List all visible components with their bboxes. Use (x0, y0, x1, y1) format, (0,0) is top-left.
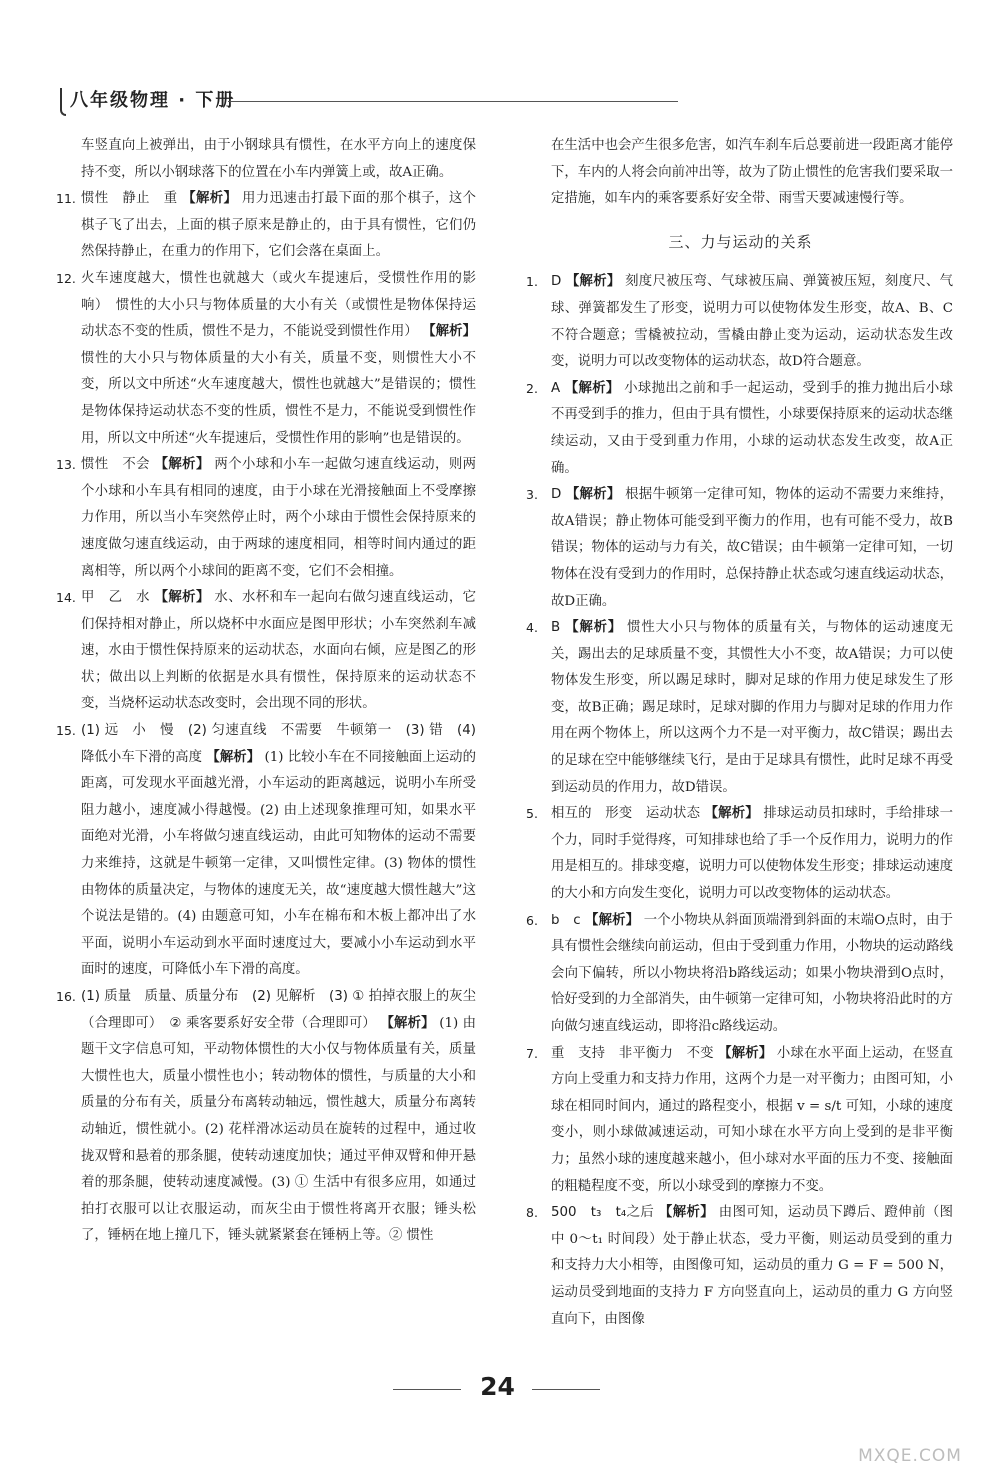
item-number: 15. (56, 723, 76, 739)
item-number: 13. (56, 457, 76, 473)
right-intro: 在生活中也会产生很多危害，如汽车刹车后总要前进一段距离才能停下，车内的人将会向前冲出等，故为了防止惯性的危害我们要采取一定措施，如车内的乘客要系好安全带、雨雪天要减速慢行等。 (551, 138, 953, 207)
right-column (528, 133, 953, 1333)
item-tag: 【解析】 (182, 191, 238, 207)
item-number: 11. (56, 191, 76, 207)
answer-item (528, 801, 953, 907)
item-tag: 【解析】 (565, 274, 621, 290)
item-number: 8. (526, 1205, 538, 1221)
answer-item (58, 984, 476, 1250)
item-number: 6. (526, 912, 538, 928)
item-answer: A (551, 380, 561, 396)
page-number: 24 (480, 1372, 515, 1401)
item-number: 3. (526, 487, 538, 503)
answer-item (528, 908, 953, 1041)
item-answer: 相互的 形变 运动状态 (551, 806, 701, 822)
item-explanation: 惯性的大小只与物体质量的大小有关，质量不变，则惯性大小不变，所以文中所述“火车速度越大，惯性也就越大”是错误的；惯性是物体保持运动状态不变的性质，惯性不是力，不能说受到惯性作用，所以文中所述“火车提速后，受惯性作用的影响”也是错误的。 (81, 350, 476, 446)
answer-item (58, 186, 476, 266)
item-explanation: 两个小球和小车一起做匀速直线运动，则两个小球和小车具有相同的速度，由于小球在光滑接触面上不受摩擦力作用，所以当小车突然停止时，两个小球由于惯性会保持原来的速度做匀速直线运动，由于两球的速度相同，相等时间内通过的距离相等，所以两个小球间的距离不变，它们不会相撞。 (81, 457, 476, 579)
item-tag: 【解析】 (154, 457, 210, 473)
item-tag: 【解析】 (658, 1205, 715, 1221)
item-number: 2. (526, 380, 538, 396)
section-title: 三、力与运动的关系 (668, 232, 813, 251)
item-explanation: 用力迅速击打最下面的那个棋子，这个棋子飞了出去，上面的棋子原来是静止的，由于具有惯性，它们仍然保持静止，在重力的作用下，它们会落在桌面上。 (81, 191, 477, 260)
answer-item (528, 615, 953, 801)
right-items (528, 269, 953, 1333)
item-tag: 【解析】 (422, 324, 476, 340)
item-answer: B (551, 620, 561, 636)
item-number: 16. (56, 989, 76, 1004)
item-answer: D (551, 487, 562, 503)
item-explanation: 根据牛顿第一定律可知，物体的运动不需要力来维持，故A错误；静止物体可能受到平衡力的作用，也有可能不受力，故B错误；物体的运动与力有关，故C错误；由牛顿第一定律可知，一切物体在没有受到力的作用时，总保持静止状态或匀速直线运动状态，故D正确。 (551, 487, 954, 609)
item-answer: 重 支持 非平衡力 不变 (551, 1045, 714, 1061)
left-items (58, 186, 476, 1250)
page-header (60, 86, 620, 116)
item-answer: 500 t₃ t₄之后 (551, 1205, 655, 1221)
item-tag: 【解析】 (704, 806, 759, 822)
item-explanation: 小球在水平面上运动，在竖直方向上受重力和支持力作用，这两个力是一对平衡力；由图可知，小球在相同时间内，通过的路程变小，根据 v = s/t 可知，小球的速度变小，则小球做减速运动，可知小球在水平方向上受到的是非平衡力；虽然小球的速度越来越小，但小球对水平面的压力不变、接触面的粗糙程度不变，所以小球受到的摩擦力不变。 (551, 1045, 954, 1194)
watermark (835, 1412, 985, 1464)
item-tag: 【解析】 (206, 749, 261, 765)
answer-item (528, 376, 953, 482)
item-answer: 火车速度越大，惯性也就越大（或火车提速后，受惯性作用的影响） 惯性的大小只与物体质量的大小有关（或惯性是物体保持运动状态不变的性质，惯性不是力，不能说受到惯性作用） (81, 270, 476, 340)
footer-rule-right (532, 1389, 600, 1390)
item-answer: 甲 乙 水 (81, 590, 150, 606)
header-bracket (60, 88, 66, 116)
item-explanation: 刻度尺被压弯、气球被压扁、弹簧被压短，刻度尺、气球、弹簧都发生了形变，说明力可以使物体发生形变，故A、B、C不符合题意；雪橇被拉动，雪橇由静止变为运动，运动状态发生改变，说明力可以改变物体的运动状态，故D符合题意。 (551, 274, 954, 370)
answer-item (528, 269, 953, 375)
left-column (58, 133, 476, 1250)
item-number: 14. (56, 590, 76, 606)
item-tag: 【解析】 (154, 590, 210, 606)
watermark-text: MXQE.COM (858, 1446, 962, 1466)
item-answer: 惯性 不会 (81, 457, 150, 473)
answer-item (528, 1200, 953, 1333)
item-explanation: 小球抛出之前和手一起运动，受到手的推力抛出后小球不再受到手的推力，但由于具有惯性，小球要保持原来的运动状态继续运动，又由于受到重力作用，小球的运动状态发生改变，故A正确。 (551, 380, 954, 476)
item-answer: (1) 远 小 慢 (2) 匀速直线 不需要 牛顿第一 (3) 错 (4) 降低小车下滑的高度 (81, 723, 476, 765)
page-footer (0, 1372, 1000, 1412)
item-tag: 【解析】 (565, 487, 621, 503)
item-explanation: 惯性大小只与物体的质量有关，与物体的运动速度无关，踢出去的足球质量不变，其惯性大小不变，故A错误；力可以使物体发生形变，所以踢足球时，脚对足球的作用力使足球发生了形变，故B正确；踢足球时，足球对脚的作用力与脚对足球的作用力作用在两个物体上，所以这两个力不是一对平衡力，故C错误；踢出去的足球在空中能够继续飞行，是由于足球具有惯性，此时足球不再受到运动员的作用力，故D错误。 (551, 620, 954, 795)
item-explanation: 由图可知，运动员下蹲后、蹬伸前（图中 0～t₁ 时间段）处于静止状态，受力平衡，则运动员受到的重力和支持力大小相等，由图像可知，运动员的重力 G = F = 500 N，运动员受到地面的支持力 F 方向竖直向上，运动员的重力 G 方向竖直向下，由图像 (551, 1205, 954, 1327)
item-number: 1. (526, 274, 538, 290)
answer-item (58, 452, 476, 585)
item-explanation: 水、水杯和车一起向右做匀速直线运动，它们保持相对静止，所以烧杯中水面应是图甲形状；小车突然刹车减速，水由于惯性保持原来的运动状态，水面向右倾，应是图乙的形状；做出以上判断的依据是水具有惯性，保持原来的运动状态不变，当烧杯运动状态改变时，会出现不同的形状。 (81, 590, 476, 712)
item-explanation: (1) 比较小车在不同接触面上运动的距离，可发现水平面越光滑，小车运动的距离越远，说明小车所受阻力越小，速度减小得越慢。(2) 由上述现象推理可知，如果水平面绝对光滑，小车将做匀速直线运动，由此可知物体的运动不需要力来维持，这就是牛顿第一定律，又叫惯性定律。(3) 物体的惯性由物体的质量决定，与物体的速度无关，故“速度越大惯性越大”这个说法是错的。(4) 由题意可知，小车在棉布和木板上都冲出了水平面，说明小车运动到水平面时速度过大，要减小小车运动到水平面时的速度，可降低小车下滑的高度。 (81, 749, 477, 978)
item-tag: 【解析】 (718, 1045, 773, 1061)
item-number: 12. (56, 270, 76, 286)
answer-item (58, 585, 476, 718)
item-tag: 【解析】 (380, 1015, 435, 1031)
item-tag: 【解析】 (564, 380, 620, 396)
item-tag: 【解析】 (565, 620, 623, 636)
item-explanation: 排球运动员扣球时，手给排球一个力，同时手觉得疼，可知排球也给了手一个反作用力，说明力的作用是相互的。排球变瘪，说明力可以使物体发生形变；排球运动速度的大小和方向发生变化，说明力可以改变物体的运动状态。 (551, 806, 954, 902)
item-number: 4. (526, 620, 538, 636)
item-number: 7. (526, 1045, 538, 1061)
header-title: 八年级物理 · 下册 (70, 90, 236, 111)
answer-item (58, 266, 476, 452)
item-number: 5. (526, 806, 538, 822)
answer-item (528, 1041, 953, 1201)
answer-item (528, 482, 953, 615)
left-intro: 车竖直向上被弹出，由于小钢球具有惯性，在水平方向上的速度保持不变，所以小钢球落下的位置在小车内弹簧上或，故A正确。 (81, 138, 476, 180)
item-answer: 惯性 静止 重 (81, 191, 178, 207)
header-rule (228, 101, 678, 102)
item-answer: D (551, 274, 562, 290)
item-explanation: 一个小物块从斜面顶端滑到斜面的末端O点时，由于具有惯性会继续向前运动，但由于受到重力作用，小物块的运动路线会向下偏转，所以小物块将沿b路线运动；如果小物块滑到O点时，恰好受到的力全部消失，由牛顿第一定律可知，小物块将沿此时的方向做匀速直线运动，即将沿c路线运动。 (551, 912, 954, 1034)
answer-item (58, 718, 476, 984)
footer-rule-left (393, 1389, 461, 1390)
item-answer: (1) 质量 质量、质量分布 (2) 见解析 (3) ① 拍掉衣服上的灰尘（合理即可） ② 乘客要系好安全带（合理即可） (81, 989, 476, 1031)
item-tag: 【解析】 (585, 912, 640, 928)
item-answer: b c (551, 912, 581, 928)
item-explanation: (1) 由题干文字信息可知，平动物体惯性的大小仅与物体质量有关，质量大惯性也大，质量小惯性也小；转动物体的惯性，与质量的大小和质量的分布有关，质量分布离转动轴远，惯性越大，质量分布离转动轴近，惯性就小。(2) 花样滑冰运动员在旋转的过程中，通过收拢双臂和悬着的那条腿，使转动速度加快；通过平伸双臂和伸开悬着的那条腿，使转动速度减慢。(3) ① 生活中有很多应用，如通过拍打衣服可以让衣服运动，而灰尘由于惯性将离开衣服；锤头松了，锤柄在地上撞几下，锤头就紧紧套在锤柄上等。② 惯性 (81, 1015, 477, 1244)
